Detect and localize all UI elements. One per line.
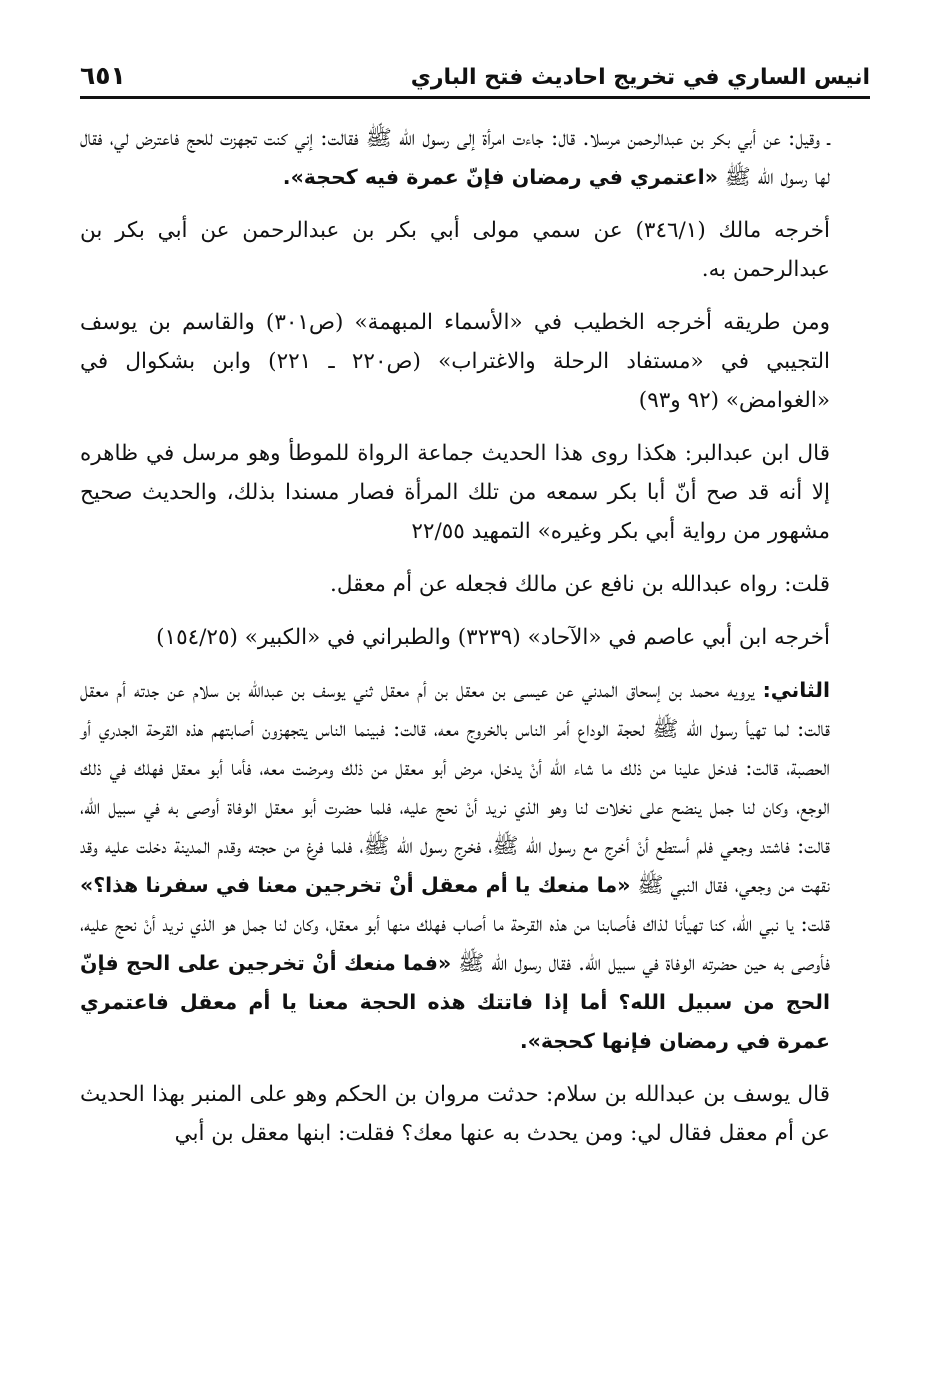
- paragraph: [80, 119, 870, 197]
- paragraph: [80, 565, 870, 604]
- paragraph: [80, 1075, 870, 1153]
- hadith-quote: «اعتمري في رمضان فإنّ عمرة فيه كحجة».: [282, 165, 718, 189]
- text-segment: قلت: رواه عبدالله بن نافع عن مالك فجعله عن أم معقل.: [330, 572, 830, 597]
- text-segment: أخرجه مالك (٣٤٦/١) عن سمي مولى أبي بكر بن عبدالرحمن عن أبي بكر بن عبدالرحمن به.: [80, 218, 830, 282]
- text-segment: ـ وقيل: عن أبي بكر بن عبدالرحمن مرسلا. قال: جاءت امرأة إلى رسول الله ﷺ فقالت: إني كنت تجهزت للحج فاعترض لي، فقال لها رسول الله ﷺ: [80, 126, 830, 190]
- header-title: انيس الساري في تخريج احاديث فتح الباري: [410, 65, 870, 90]
- text-segment: أخرجه ابن أبي عاصم في «الآحاد» (٣٢٣٩) والطبراني في «الكبير» (١٥٤/٢٥): [156, 625, 830, 650]
- paragraph: [80, 671, 870, 1061]
- page-number: ٦٥١: [80, 61, 126, 90]
- running-header: [80, 52, 870, 90]
- book-page: [80, 52, 870, 1167]
- paragraph: [80, 434, 870, 551]
- text-segment: قال يوسف بن عبدالله بن سلام: حدثت مروان بن الحكم وهو على المنبر بهذا الحديث عن أم معقل فقال لي: ومن يحدث به عنها معك؟ فقلت: ابنها معقل بن أبي: [80, 1082, 830, 1146]
- hadith-quote: «ما منعك يا أم معقل أنْ تخرجين معنا في سفرنا هذا؟»: [80, 873, 631, 897]
- section-lead: الثاني:: [762, 678, 830, 702]
- text-segment: قال ابن عبدالبر: هكذا روى هذا الحديث جماعة الرواة للموطأ وهو مرسل في ظاهره إلا أنه قد صح أنّ أبا بكر سمعه من تلك المرأة فصار مسندا بذلك، والحديث صحيح مشهور من رواية أبي بكر وغيره» التمهيد ٢٢/٥٥: [80, 441, 830, 544]
- text-segment: قلت: يا نبي الله، كنا تهيأنا لذاك فأصابنا من هذه القرحة ما أصاب فهلك منها أبو معقل، وكان لنا جمل هو الذي نريد أنْ نحج عليه، فأوصى به حين حضرته الوفاة في سبيل الله. فقال رسول الله ﷺ: [80, 912, 830, 976]
- header-rule: [80, 96, 870, 99]
- paragraph: [80, 618, 870, 657]
- text-segment: ومن طريقه أخرجه الخطيب في «الأسماء المبهمة» (ص٣٠١) والقاسم بن يوسف التجيبي في «مستفاد الرحلة والاغتراب» (ص٢٢٠ ـ ٢٢١) وابن بشكوال في «الغوامض» (٩٢ و٩٣): [80, 310, 831, 413]
- paragraph: [80, 211, 870, 289]
- paragraph: [80, 303, 870, 420]
- text-segment: يرويه محمد بن إسحاق المدني عن عيسى بن معقل بن أم معقل ثني يوسف بن عبدالله بن سلام عن جدته أم معقل قالت: لما تهيأ رسول الله ﷺ لحجة الوداع أمر الناس بالخروج معه، قالت: فبينما الناس يتجهزون أصابتهم هذه القرحة الجدري أو الحصبة، قالت: فدخل علينا من ذلك ما شاء الله أنْ يدخل، مرض أبو معقل من ذلك ومرضت معه، فأما أبو معقل فهلك في ذلك الوجع، وكان لنا جمل ينضح على نخلات لنا وهو الذي نريد أنْ نحج عليه، فلما حضرت أبو معقل الوفاة أوصى به في سبيل الله، قالت: فاشتد وجعي فلم أستطع أنْ أخرج مع رسول الله ﷺ، فخرج رسول الله ﷺ، فلما فرغ من حجته وقدم المدينة دخلت عليه وقد نقهت من وجعي، فقال النبي ﷺ: [80, 678, 830, 898]
- hadith-quote: «فما منعك أنْ تخرجين على الحج فإنّ الحج من سبيل الله؟ أما إذا فاتتك هذه الحجة معنا يا أم معقل فاعتمري عمرة في رمضان فإنها كحجة».: [80, 951, 830, 1053]
